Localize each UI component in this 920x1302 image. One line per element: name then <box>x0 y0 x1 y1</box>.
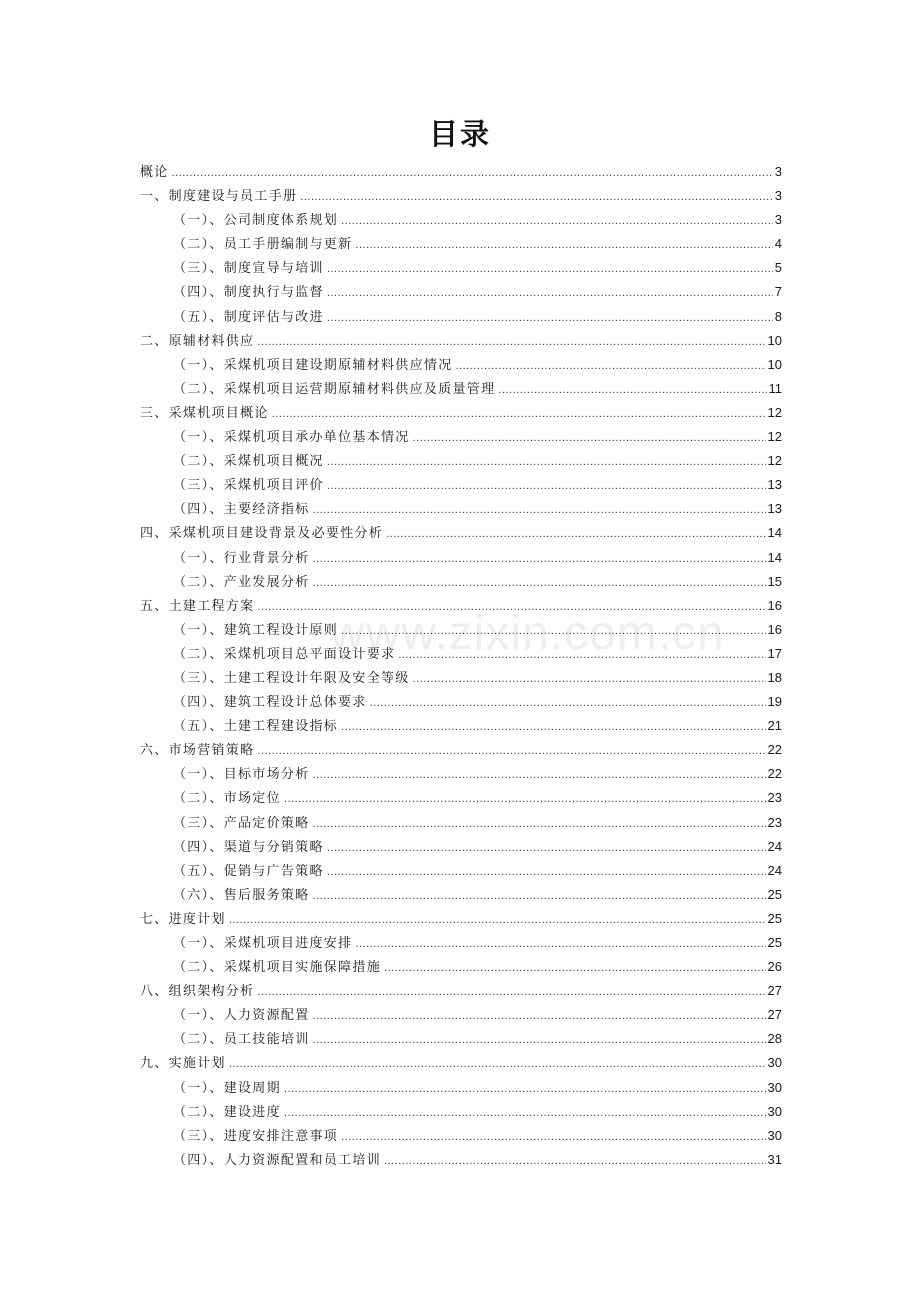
toc-entry-page: 24 <box>767 838 782 854</box>
toc-entry-page: 30 <box>767 1055 782 1071</box>
toc-dot-leader <box>398 643 765 667</box>
toc-entry-label: （四）、建筑工程设计总体要求 <box>173 695 367 711</box>
toc-entry-page: 7 <box>774 284 782 300</box>
toc-dot-leader <box>327 836 766 860</box>
toc-entry-page: 14 <box>767 525 782 541</box>
toc-entry-page: 12 <box>767 453 782 469</box>
toc-entry-page: 15 <box>767 573 782 589</box>
toc-entry[interactable] <box>140 305 782 329</box>
toc-entry[interactable] <box>140 521 782 545</box>
toc-entry-label: （五）、促销与广告策略 <box>173 863 324 879</box>
toc-entry[interactable] <box>140 690 782 714</box>
toc-entry-page: 27 <box>767 1007 782 1023</box>
toc-entry[interactable] <box>140 811 782 835</box>
toc-entry-label: （一）、公司制度体系规划 <box>173 213 339 229</box>
toc-entry-label: 八、组织架构分析 <box>140 984 255 1000</box>
toc-dot-leader <box>327 306 773 330</box>
toc-dot-leader <box>229 908 766 932</box>
toc-dot-leader <box>341 715 765 739</box>
toc-entry-label: （一）、采煤机项目进度安排 <box>173 936 353 951</box>
toc-dot-leader <box>313 498 766 522</box>
toc-entry-page: 10 <box>767 332 782 348</box>
toc-entry-page: 17 <box>767 645 782 661</box>
toc-entry-label: 概论 <box>140 165 169 180</box>
toc-entry-label: （三）、土建工程设计年限及安全等级 <box>173 670 410 686</box>
toc-entry-page: 25 <box>767 910 782 926</box>
toc-entry[interactable] <box>140 859 782 883</box>
toc-entry[interactable] <box>140 955 782 979</box>
toc-entry-page: 19 <box>767 694 782 710</box>
toc-entry-label: 三、采煤机项目概论 <box>140 405 269 421</box>
toc-entry[interactable] <box>140 979 782 1003</box>
toc-entry[interactable] <box>140 329 782 353</box>
toc-dot-leader <box>386 522 765 546</box>
toc-entry-label: （二）、采煤机项目概况 <box>173 454 324 470</box>
toc-dot-leader <box>355 233 772 257</box>
toc-entry-page: 30 <box>767 1103 782 1119</box>
toc-entry-label: （四）、渠道与分销策略 <box>173 839 324 855</box>
toc-entry-page: 14 <box>767 549 782 565</box>
toc-entry[interactable] <box>140 1003 782 1027</box>
toc-entry-page: 25 <box>767 935 782 950</box>
toc-dot-leader <box>313 1028 766 1052</box>
toc-dot-leader <box>313 571 766 595</box>
toc-dot-leader <box>327 257 773 281</box>
toc-entry-label: （二）、产业发展分析 <box>173 574 310 590</box>
toc-dot-leader <box>172 161 773 185</box>
toc-entry[interactable] <box>140 1051 782 1075</box>
toc-dot-leader <box>313 1004 766 1028</box>
toc-entry-label: （一）、采煤机项目建设期原辅材料供应情况 <box>173 357 453 373</box>
toc-dot-leader <box>413 426 766 450</box>
toc-entry-label: （四）、主要经济指标 <box>173 502 310 518</box>
toc-entry-label: （五）、制度评估与改进 <box>173 309 324 325</box>
toc-dot-leader <box>341 209 773 233</box>
toc-entry-page: 11 <box>768 380 782 396</box>
toc-entry-page: 23 <box>767 790 782 806</box>
toc-entry[interactable] <box>140 883 782 907</box>
toc-entry[interactable] <box>140 473 782 497</box>
toc-entry-label: 四、采煤机项目建设背景及必要性分析 <box>140 526 384 542</box>
toc-entry[interactable] <box>140 184 782 208</box>
toc-entry[interactable] <box>140 1148 782 1172</box>
toc-entry-page: 26 <box>767 959 782 975</box>
toc-entry-label: 七、进度计划 <box>140 911 226 927</box>
toc-entry-label: （二）、采煤机项目实施保障措施 <box>173 960 382 976</box>
toc-entry-label: （一）、采煤机项目承办单位基本情况 <box>173 430 410 446</box>
toc-dot-leader <box>257 330 765 354</box>
toc-dot-leader <box>272 402 766 426</box>
toc-dot-leader <box>341 1125 765 1149</box>
toc-entry[interactable] <box>140 546 782 570</box>
toc-dot-leader <box>284 787 766 811</box>
toc-dot-leader <box>313 763 766 787</box>
toc-entry-page: 23 <box>767 814 782 830</box>
toc-entry[interactable] <box>140 931 782 955</box>
toc-entry[interactable] <box>140 425 782 449</box>
toc-entry-label: （一）、建设周期 <box>173 1080 281 1096</box>
toc-entry-label: 九、实施计划 <box>140 1056 226 1072</box>
toc-dot-leader <box>327 450 766 474</box>
toc-dot-leader <box>257 595 765 619</box>
toc-entry-page: 16 <box>767 597 782 613</box>
toc-entry-label: （一）、建筑工程设计原则 <box>173 622 339 638</box>
toc-entry-page: 22 <box>767 742 782 758</box>
toc-entry-page: 5 <box>774 260 782 276</box>
toc-entry-page: 3 <box>774 188 782 204</box>
toc-entry-label: （一）、行业背景分析 <box>173 550 310 566</box>
toc-dot-leader <box>327 281 773 305</box>
toc-entry[interactable] <box>140 449 782 473</box>
toc-entry-page: 12 <box>767 429 782 445</box>
toc-entry-label: （五）、土建工程建设指标 <box>173 719 339 735</box>
toc-entry[interactable] <box>140 594 782 618</box>
toc-dot-leader <box>313 547 766 571</box>
toc-entry-label: （二）、采煤机项目总平面设计要求 <box>173 646 396 662</box>
toc-entry-label: （四）、人力资源配置和员工培训 <box>173 1152 382 1168</box>
toc-entry-label: 二、原辅材料供应 <box>140 333 255 349</box>
toc-entry-page: 12 <box>767 404 782 420</box>
page-title: 目录 <box>428 117 491 151</box>
toc-entry-label: （三）、制度宣导与培训 <box>173 261 324 277</box>
toc-entry-page: 18 <box>767 669 782 685</box>
toc-entry[interactable] <box>140 208 782 232</box>
toc-dot-leader <box>456 354 766 378</box>
toc-entry[interactable] <box>140 160 782 184</box>
table-of-contents <box>140 160 782 1172</box>
toc-entry[interactable] <box>140 353 782 377</box>
toc-entry[interactable] <box>140 256 782 280</box>
toc-entry-label: （二）、市场定位 <box>173 791 281 807</box>
toc-dot-leader <box>229 1052 766 1076</box>
toc-entry[interactable] <box>140 907 782 931</box>
toc-dot-leader <box>327 474 766 498</box>
toc-dot-leader <box>257 739 765 763</box>
toc-entry[interactable] <box>140 786 782 810</box>
toc-dot-leader <box>313 884 766 908</box>
toc-entry-label: （二）、员工技能培训 <box>173 1032 310 1048</box>
toc-entry[interactable] <box>140 642 782 666</box>
toc-dot-leader <box>284 1077 766 1101</box>
toc-dot-leader <box>413 667 766 691</box>
toc-entry-label: （三）、产品定价策略 <box>173 815 310 831</box>
toc-entry-page: 21 <box>767 718 782 734</box>
toc-entry-page: 31 <box>767 1151 782 1167</box>
toc-entry-page: 22 <box>767 766 782 782</box>
toc-entry[interactable] <box>140 1076 782 1100</box>
toc-dot-leader <box>384 1149 766 1173</box>
toc-entry[interactable] <box>140 835 782 859</box>
toc-entry-label: （一）、目标市场分析 <box>173 767 310 783</box>
toc-entry[interactable] <box>140 232 782 256</box>
toc-entry[interactable] <box>140 1100 782 1124</box>
toc-entry-label: （四）、制度执行与监督 <box>173 285 324 301</box>
toc-entry-page: 30 <box>767 1127 782 1143</box>
toc-entry-page: 10 <box>767 356 782 372</box>
toc-dot-leader <box>313 812 766 836</box>
toc-entry-page: 16 <box>767 621 782 637</box>
toc-dot-leader <box>355 932 765 956</box>
toc-entry-label: （六）、售后服务策略 <box>173 887 310 903</box>
toc-entry-page: 30 <box>767 1079 782 1095</box>
toc-entry[interactable] <box>140 666 782 690</box>
toc-entry-label: （三）、采煤机项目评价 <box>173 478 324 494</box>
toc-entry-label: （二）、采煤机项目运营期原辅材料供应及质量管理 <box>173 381 496 397</box>
watermark: www.zixin.com.cn <box>330 607 725 660</box>
toc-entry-label: （一）、人力资源配置 <box>173 1008 310 1024</box>
toc-dot-leader <box>498 378 766 402</box>
toc-entry-page: 3 <box>774 164 782 179</box>
toc-entry-page: 13 <box>767 501 782 517</box>
toc-dot-leader <box>257 980 765 1004</box>
toc-entry[interactable] <box>140 377 782 401</box>
toc-entry[interactable] <box>140 1027 782 1051</box>
toc-entry[interactable] <box>140 738 782 762</box>
toc-entry-page: 24 <box>767 862 782 878</box>
toc-entry-page: 27 <box>767 983 782 999</box>
toc-entry-label: 五、土建工程方案 <box>140 598 255 614</box>
toc-entry[interactable] <box>140 401 782 425</box>
toc-entry[interactable] <box>140 497 782 521</box>
toc-entry-page: 8 <box>774 308 782 324</box>
toc-entry-page: 4 <box>774 236 782 252</box>
toc-entry[interactable] <box>140 570 782 594</box>
toc-entry-label: （二）、建设进度 <box>173 1104 281 1120</box>
toc-dot-leader <box>341 619 765 643</box>
toc-dot-leader <box>370 691 766 715</box>
toc-entry-label: （三）、进度安排注意事项 <box>173 1128 339 1144</box>
toc-dot-leader <box>300 185 772 209</box>
toc-entry-label: 六、市场营销策略 <box>140 743 255 759</box>
toc-entry-page: 3 <box>774 212 782 228</box>
toc-entry[interactable] <box>140 1124 782 1148</box>
toc-entry-page: 25 <box>767 886 782 902</box>
toc-entry-label: （二）、员工手册编制与更新 <box>173 237 353 253</box>
toc-entry[interactable] <box>140 714 782 738</box>
toc-entry-page: 28 <box>767 1031 782 1047</box>
toc-entry[interactable] <box>140 762 782 786</box>
toc-entry[interactable] <box>140 618 782 642</box>
toc-dot-leader <box>327 860 766 884</box>
toc-entry-label: 一、制度建设与员工手册 <box>140 189 298 205</box>
toc-entry[interactable] <box>140 280 782 304</box>
toc-dot-leader <box>384 956 766 980</box>
toc-dot-leader <box>284 1101 766 1125</box>
toc-entry-page: 13 <box>767 477 782 493</box>
